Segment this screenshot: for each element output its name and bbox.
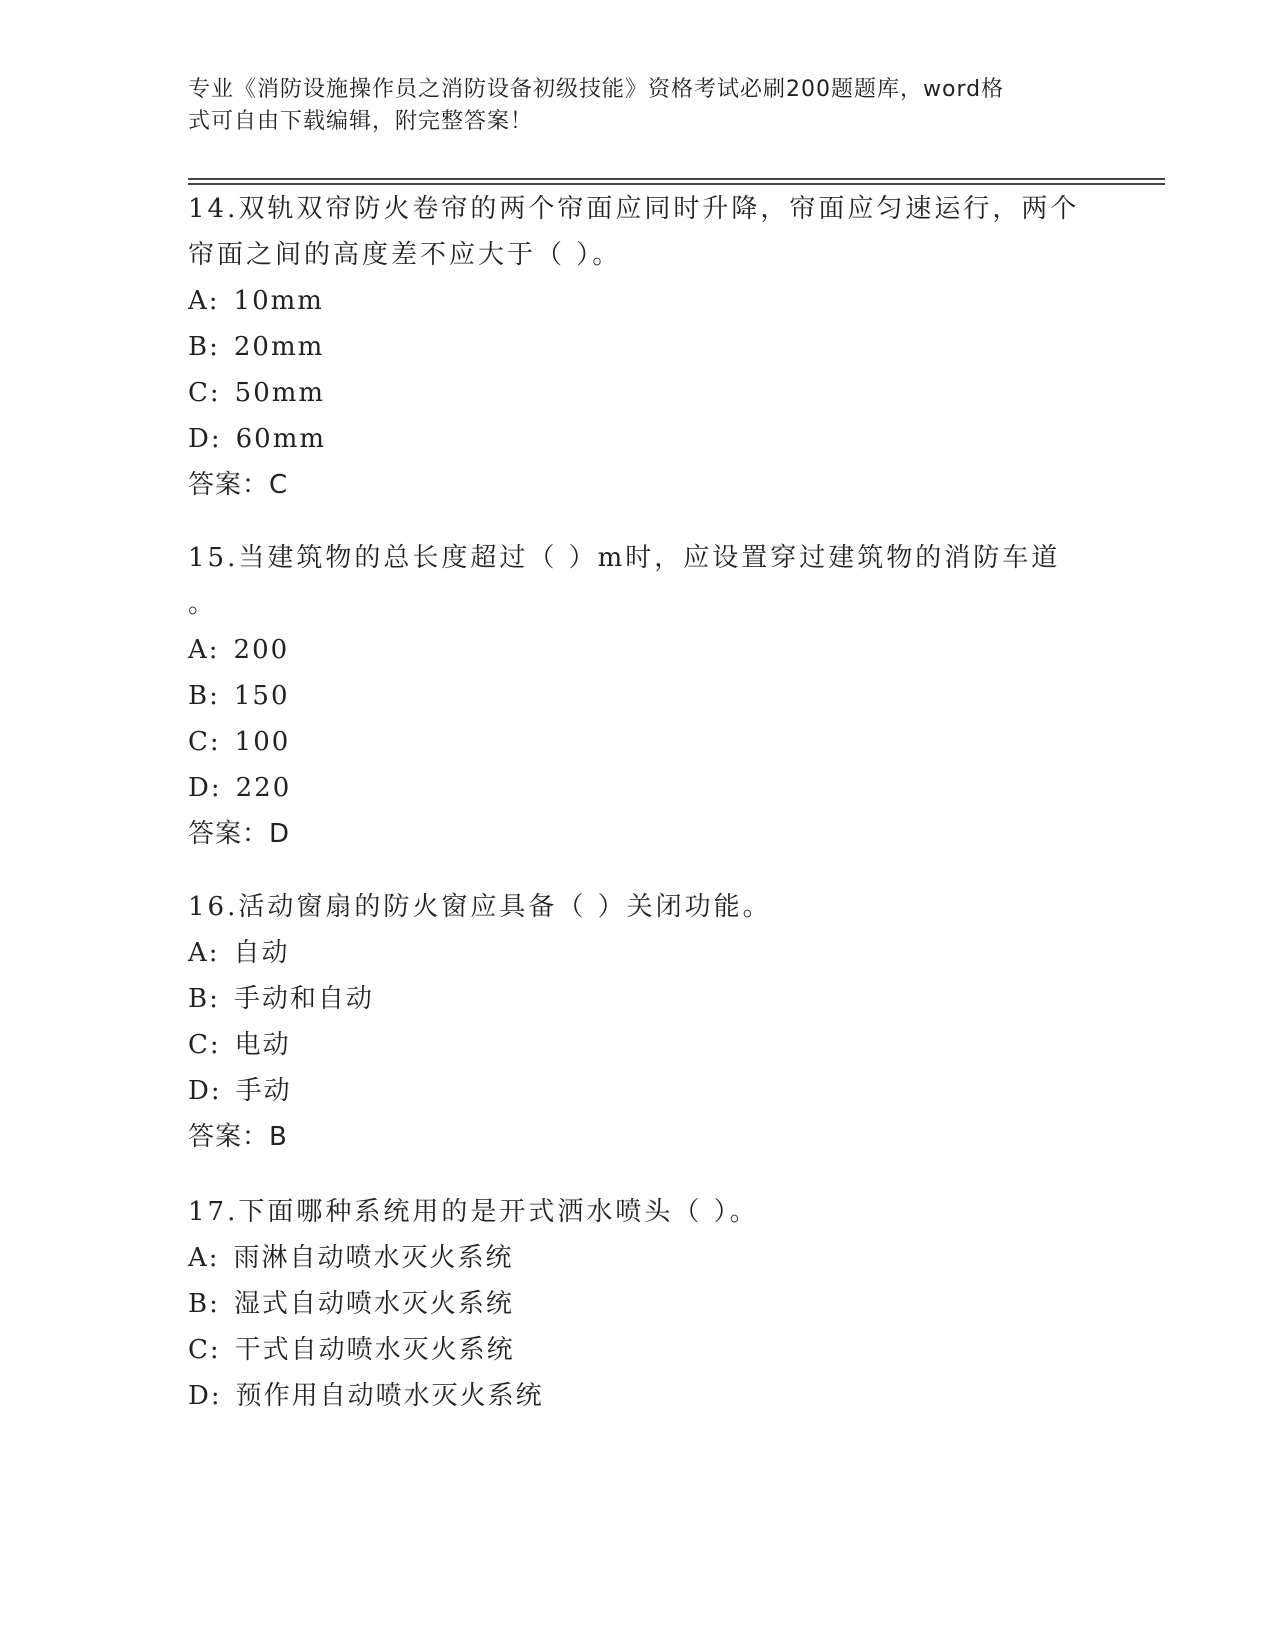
- question-text-continued: 。: [188, 589, 218, 619]
- answer-line: [188, 1114, 1088, 1160]
- option-separator: :: [209, 1289, 220, 1319]
- option-text: 10mm: [233, 286, 324, 316]
- answer-value: B: [269, 1122, 288, 1152]
- option-text: 50mm: [234, 378, 326, 408]
- answer-value: C: [269, 470, 289, 500]
- option-d: [188, 1068, 1088, 1114]
- option-separator: :: [209, 681, 220, 711]
- option-c: [188, 1327, 1088, 1373]
- option-letter: C: [188, 1030, 210, 1060]
- answer-value: D: [269, 819, 291, 849]
- option-letter: A: [188, 1243, 209, 1273]
- answer-line: [188, 811, 1088, 857]
- option-b: [188, 324, 1088, 370]
- question-16: [188, 884, 1088, 1160]
- option-text: 200: [233, 635, 290, 665]
- option-d: [188, 1373, 1088, 1419]
- option-separator: :: [208, 1243, 220, 1273]
- option-letter: B: [188, 681, 210, 711]
- header-divider-bottom: [188, 183, 1165, 185]
- option-text: 手动: [235, 1076, 292, 1106]
- option-d: [188, 765, 1088, 811]
- option-b: [188, 673, 1088, 719]
- question-line-1: 下面哪种系统用的是开式洒水喷头（ ）。: [238, 1197, 759, 1227]
- option-separator: :: [209, 1335, 221, 1365]
- option-a: [188, 278, 1088, 324]
- header-divider-top: [188, 178, 1165, 180]
- option-separator: :: [209, 1030, 221, 1060]
- option-letter: D: [188, 1076, 211, 1106]
- header-line-2: 式可自由下载编辑，附完整答案！: [188, 109, 534, 134]
- answer-label: 答案：: [188, 819, 270, 849]
- option-d: [188, 416, 1088, 462]
- option-text: 150: [233, 681, 290, 711]
- question-17: [188, 1189, 1088, 1419]
- question-line-1: 活动窗扇的防火窗应具备（ ）关闭功能。: [238, 892, 772, 922]
- question-14: [188, 186, 1088, 508]
- option-text: 电动: [234, 1030, 291, 1060]
- option-letter: B: [188, 332, 210, 362]
- question-text: [188, 186, 1088, 232]
- option-text: 干式自动喷水灭火系统: [234, 1335, 515, 1365]
- option-letter: D: [188, 424, 211, 454]
- question-text: [188, 535, 1088, 581]
- option-separator: :: [209, 378, 221, 408]
- option-separator: :: [208, 286, 220, 316]
- option-text: 预作用自动喷水灭火系统: [235, 1381, 544, 1411]
- question-line-1: 当建筑物的总长度超过（ ）m时，应设置穿过建筑物的消防车道: [238, 543, 1061, 573]
- answer-label: 答案：: [188, 470, 270, 500]
- option-letter: A: [188, 635, 209, 665]
- question-15: [188, 535, 1088, 857]
- question-line-1: 双轨双帘防火卷帘的两个帘面应同时升降，帘面应匀速运行，两个: [238, 194, 1080, 224]
- header-line-1: 专业《消防设施操作员之消防设备初级技能》资格考试必刷200题题库，word格: [188, 77, 1005, 102]
- option-letter: C: [188, 727, 210, 757]
- option-text: 220: [235, 773, 292, 803]
- question-number: 14.: [188, 194, 239, 224]
- question-text: [188, 1189, 1088, 1235]
- option-b: [188, 1281, 1088, 1327]
- option-text: 100: [234, 727, 291, 757]
- option-separator: :: [210, 424, 222, 454]
- option-letter: D: [188, 1381, 211, 1411]
- question-number: 15.: [188, 543, 239, 573]
- question-text: [188, 884, 1088, 930]
- option-separator: :: [208, 635, 220, 665]
- option-separator: :: [209, 332, 220, 362]
- option-separator: :: [209, 984, 220, 1014]
- option-text: 湿式自动喷水灭火系统: [233, 1289, 514, 1319]
- option-text: 60mm: [235, 424, 327, 454]
- option-a: [188, 627, 1088, 673]
- option-b: [188, 976, 1088, 1022]
- option-text: 自动: [233, 938, 290, 968]
- option-letter: A: [188, 938, 209, 968]
- option-a: [188, 1235, 1088, 1281]
- option-separator: :: [208, 938, 220, 968]
- option-letter: C: [188, 378, 210, 408]
- option-separator: :: [210, 1076, 222, 1106]
- answer-label: 答案：: [188, 1122, 270, 1152]
- option-letter: A: [188, 286, 209, 316]
- option-letter: B: [188, 1289, 210, 1319]
- option-letter: D: [188, 773, 211, 803]
- option-text: 手动和自动: [233, 984, 374, 1014]
- option-text: 雨淋自动喷水灭火系统: [233, 1243, 514, 1273]
- option-letter: B: [188, 984, 210, 1014]
- option-a: [188, 930, 1088, 976]
- option-separator: :: [210, 773, 222, 803]
- option-separator: :: [209, 727, 221, 757]
- question-number: 17.: [188, 1197, 239, 1227]
- option-separator: :: [210, 1381, 222, 1411]
- document-header: [188, 74, 1088, 138]
- option-c: [188, 1022, 1088, 1068]
- answer-line: [188, 462, 1088, 508]
- option-c: [188, 370, 1088, 416]
- question-number: 16.: [188, 892, 239, 922]
- question-text-continued: 帘面之间的高度差不应大于（ ）。: [188, 240, 622, 270]
- option-c: [188, 719, 1088, 765]
- option-text: 20mm: [233, 332, 325, 362]
- option-letter: C: [188, 1335, 210, 1365]
